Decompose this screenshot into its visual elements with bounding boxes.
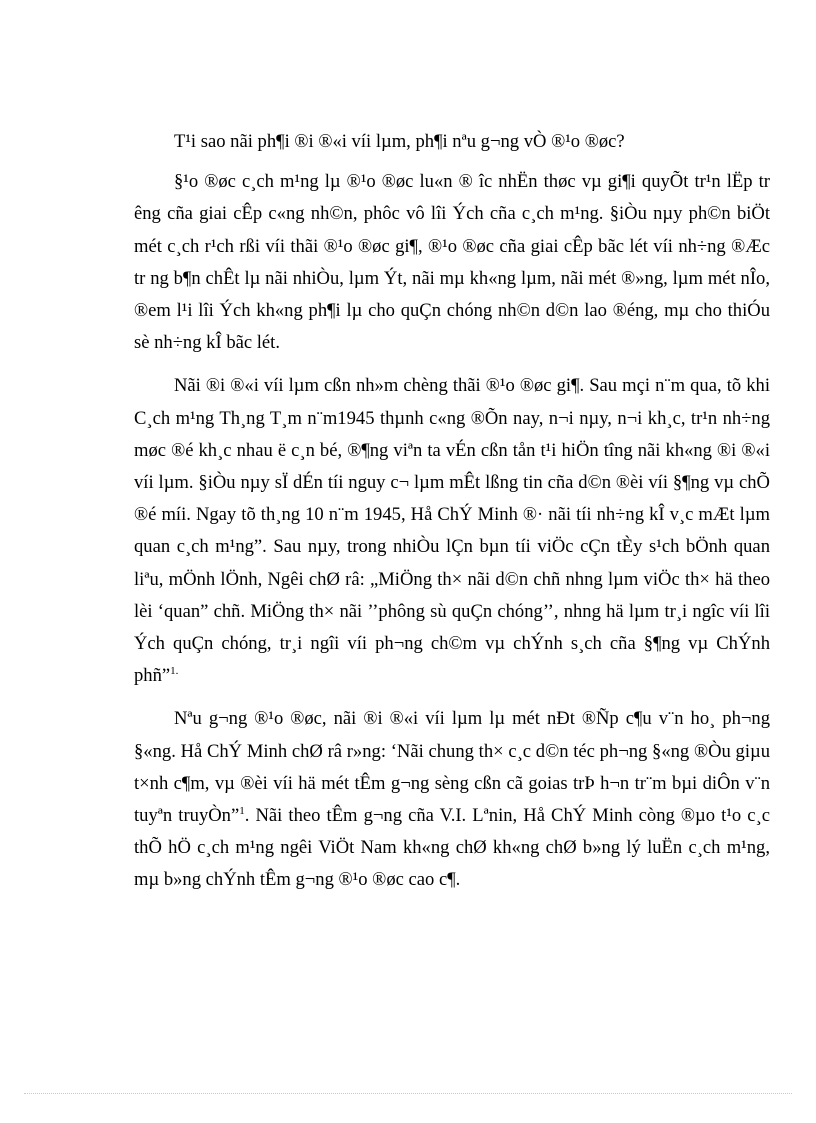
paragraph-3-tail: . Nãi theo tÊm g¬ng cña V.I. Lªnin, Hå ChÝ Minh còng ®µo t¹o c¸c thÕ hÖ c¸ch m¹ng ngêi ViÖt Nam kh«ng chØ kh«ng chØ b»ng lý luËn c¸ch m¹ng, mµ b»ng chÝnh tÊm g¬ng ®¹o ®øc cao c¶. (134, 805, 770, 891)
page-bottom-dotted-rule (24, 1093, 792, 1094)
footnote-marker: 1. (170, 665, 179, 678)
paragraph-3 (134, 703, 770, 896)
paragraph-3-text: Nªu g¬ng ®¹o ®øc, nãi ®i ®«i víi lµm lµ mét nÐt ®Ñp c¶u v¨n ho¸ ph¬ng §«ng. Hå ChÝ Minh chØ râ r»ng: ‘Nãi chung th× c¸c d©n téc ph¬ng §«ng ®Òu giµu t×nh c¶m, vµ ®èi víi hä mét tÊm g¬ng sèng cßn cã goias trÞ h¬n tr¨m bµi diÔn v¨n tuyªn truyÒn” (134, 708, 770, 827)
paragraph-2 (134, 370, 770, 692)
paragraph-1-text: §¹o ®øc c¸ch m¹ng lµ ®¹o ®øc lu«n ® îc nhËn thøc vµ gi¶i quyÕt tr¹n lËp tr êng cña giai cÊp c«ng nh©n, phôc vô lîi Ých cña c¸ch m¹ng. §iÒu nµy ph©n biÖt mét c¸ch r¹ch rßi víi thãi ®¹o ®øc gi¶, ®¹o ®øc cña giai cÊp bãc lét víi nh÷ng ®Æc tr ng b¶n chÊt lµ nãi nhiÒu, lµm Ýt, nãi mµ kh«ng lµm, nãi mét ®»ng, lµm mét nÎo, ®em l¹i lîi Ých kh«ng ph¶i lµ cho quÇn chóng nh©n d©n lao ®éng, mµ cho thiÓu sè nh÷ng kÎ bãc lét. (134, 171, 770, 354)
section-question-heading: T¹i sao nãi ph¶i ®i ®«i víi lµm, ph¶i nªu g¬ng vÒ ®¹o ®øc? (174, 131, 625, 152)
footnote-marker: 1 (239, 804, 245, 817)
paragraph-1 (134, 166, 770, 359)
document-body (134, 126, 770, 908)
paragraph-2-text: Nãi ®i ®«i víi lµm cßn nh»m chèng thãi ®¹o ®øc gi¶. Sau mçi n¨m qua, tõ khi C¸ch m¹ng Th¸ng T¸m n¨m1945 thµnh c«ng ®Õn nay, n¬i nµy, n¬i kh¸c, tr¹n nh÷ng møc ®é kh¸c nhau ë c¸n bé, ®¶ng viªn ta vÉn cßn tån t¹i hiÖn tîng nãi kh«ng ®i ®«i víi lµm. §iÒu nµy sÏ dÉn tíi nguy c¬ lµm mÊt lßng tin cña d©n ®èi víi §¶ng vµ chÕ ®é míi. Ngay tõ th¸ng 10 n¨m 1945, Hå ChÝ Minh ®· nãi tíi nh÷ng kÎ v¸c mÆt lµm quan c¸ch m¹ng”. Sau nµy, trong nhiÒu lÇn bµn tíi viÖc cÇn tÈy s¹ch bÖnh quan liªu, mÖnh lÖnh, Ngêi chØ râ: „MiÖng th× nãi d©n chñ nhng lµm viÖc th× hä theo lèi ‘quan” chñ. MiÖng th× nãi ’’phông sù quÇn chóng’’, nhng hä lµm tr¸i ngîc víi lîi Ých quÇn chóng, tr¸i ngîi víi ph¬ng ch©m vµ chÝnh s¸ch cña §¶ng vµ ChÝnh phñ” (134, 375, 770, 687)
